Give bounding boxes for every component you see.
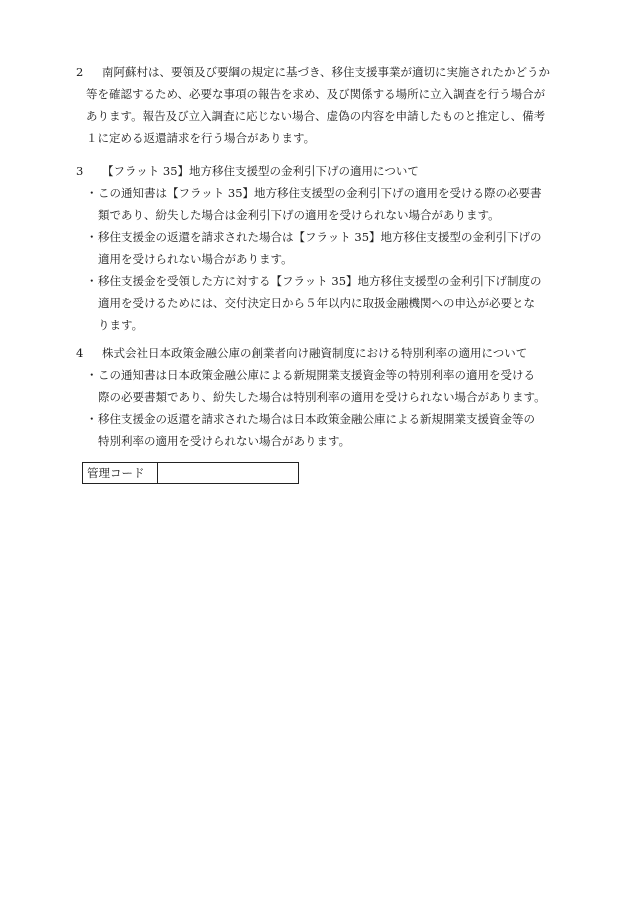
- paragraph-line: １に定める返還請求を行う場合があります。: [86, 131, 316, 145]
- bullet-line: 移住支援金を受領した方に対する【フラット 35】地方移住支援型の金利引下げ制度の: [98, 274, 542, 288]
- bullet-mark: ・: [86, 230, 98, 244]
- bullet-item: [76, 270, 560, 336]
- bullet-line: この通知書は【フラット 35】地方移住支援型の金利引下げの適用を受ける際の必要書: [98, 186, 542, 200]
- bullet-line: 適用を受けられない場合があります。: [98, 252, 293, 266]
- bullet-line: 移住支援金の返還を請求された場合は【フラット 35】地方移住支援型の金利引下げの: [98, 230, 542, 244]
- bullet-line: この通知書は日本政策金融公庫による新規開業支援資金等の特別利率の適用を受ける: [98, 368, 535, 382]
- section-3-heading: [76, 160, 560, 182]
- bullet-item: [76, 364, 560, 408]
- management-code-value[interactable]: [158, 463, 299, 484]
- bullet-mark: ・: [86, 186, 98, 200]
- section-2: [76, 61, 560, 149]
- section-number: 4: [76, 346, 84, 360]
- bullet-line: ります。: [98, 318, 144, 332]
- section-title: 株式会社日本政策金融公庫の創業者向け融資制度における特別利率の適用について: [102, 346, 528, 360]
- bullet-mark: ・: [86, 412, 98, 426]
- bullet-line: 適用を受けるためには、交付決定日から５年以内に取扱金融機関への申込が必要とな: [98, 296, 535, 310]
- bullet-item: [76, 408, 560, 452]
- section-title: 【フラット 35】地方移住支援型の金利引下げの適用について: [102, 164, 419, 178]
- management-code-table: [82, 462, 299, 484]
- paragraph-line: あります。報告及び立入調査に応じない場合、虚偽の内容を申請したものと推定し、備考: [86, 109, 546, 123]
- bullet-line: 類であり、紛失した場合は金利引下げの適用を受けられない場合があります。: [98, 208, 500, 222]
- management-code-label: 管理コード: [83, 463, 158, 484]
- bullet-item: [76, 226, 560, 270]
- section-number: 2: [76, 65, 84, 79]
- section-2-first-line: [76, 61, 560, 83]
- bullet-mark: ・: [86, 274, 98, 288]
- bullet-mark: ・: [86, 368, 98, 382]
- paragraph-line: 等を確認するため、必要な事項の報告を求め、及び関係する場所に立入調査を行う場合が: [86, 87, 546, 101]
- paragraph-line: 南阿蘇村は、要領及び要綱の規定に基づき、移住支援事業が適切に実施されたかどうか: [102, 65, 551, 79]
- section-4-heading: [76, 342, 560, 364]
- bullet-line: 特別利率の適用を受けられない場合があります。: [98, 434, 351, 448]
- bullet-item: [76, 182, 560, 226]
- section-4: [76, 342, 560, 452]
- bullet-line: 際の必要書類であり、紛失した場合は特別利率の適用を受けられない場合があります。: [98, 390, 546, 404]
- management-code-row: [83, 463, 299, 484]
- section-3: [76, 160, 560, 336]
- section-number: 3: [76, 164, 84, 178]
- bullet-line: 移住支援金の返還を請求された場合は日本政策金融公庫による新規開業支援資金等の: [98, 412, 535, 426]
